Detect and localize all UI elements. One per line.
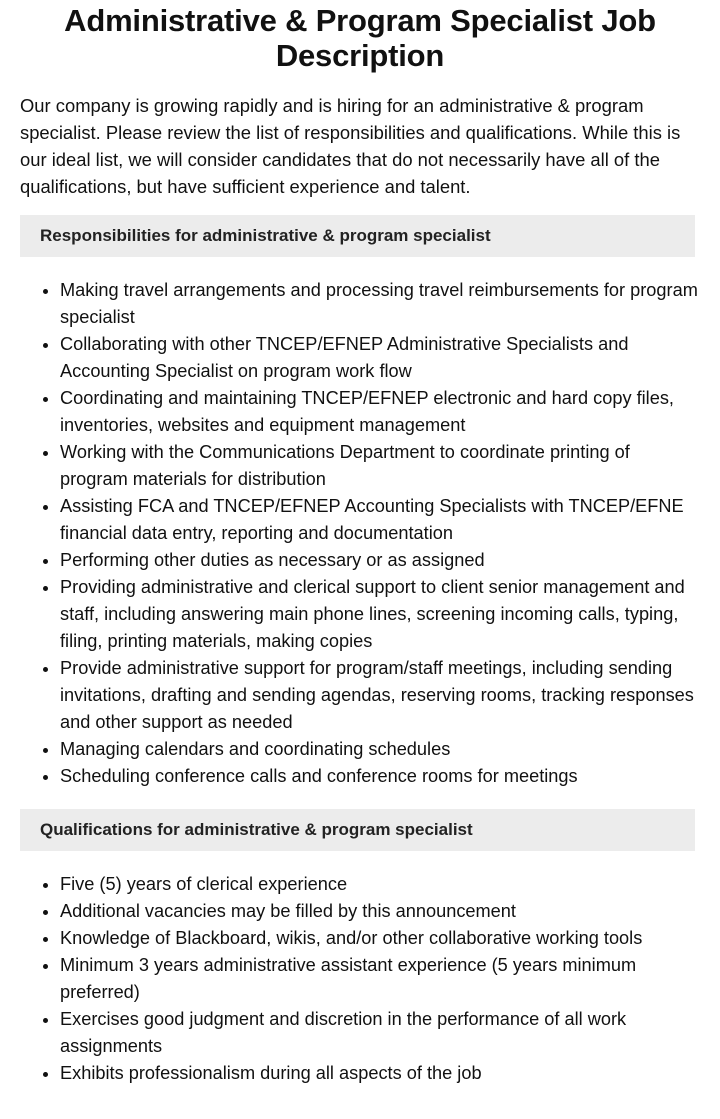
list-item: • Working with the Communications Department to coordinate printing of program materials for distribution — [60, 439, 700, 493]
list-item: • Additional vacancies may be filled by this announcement — [60, 898, 700, 925]
intro-paragraph: Our company is growing rapidly and is hiring for an administrative & program specialist. Please review the list of responsibilities and qualifications. While this is our ideal list, we will consider candidates that do not necessarily have all of the qualifications, but have sufficient experience and talent. — [20, 95, 681, 197]
page-title: Administrative & Program Specialist Job Description — [64, 3, 656, 73]
list-item: • Managing calendars and coordinating schedules — [60, 736, 700, 763]
list-item: • Collaborating with other TNCEP/EFNEP Administrative Specialists and Accounting Specialist on program work flow — [60, 331, 700, 385]
list-item: • Minimum 3 years administrative assistant experience (5 years minimum preferred) — [60, 952, 700, 1006]
list-item: • Scheduling conference calls and conference rooms for meetings — [60, 763, 700, 790]
list-item: • Performing other duties as necessary or as assigned — [60, 547, 700, 574]
list-item: • Coordinating and maintaining TNCEP/EFNEP electronic and hard copy files, inventories, websites and equipment management — [60, 385, 700, 439]
list-item: • Five (5) years of clerical experience — [60, 871, 700, 898]
list-item: • Exhibits professionalism during all aspects of the job — [60, 1060, 700, 1087]
list-item: • Exercises good judgment and discretion in the performance of all work assignments — [60, 1006, 700, 1060]
list-item: • Assisting FCA and TNCEP/EFNEP Accounting Specialists with TNCEP/EFNE financial data entry, reporting and documentation — [60, 493, 700, 547]
qualifications-heading: Qualifications for administrative & program specialist — [20, 809, 695, 851]
responsibilities-list — [0, 277, 700, 790]
list-item: • Knowledge of Blackboard, wikis, and/or other collaborative working tools — [60, 925, 700, 952]
list-item: • Making travel arrangements and processing travel reimbursements for program specialist — [60, 277, 700, 331]
list-item: • Providing administrative and clerical support to client senior management and staff, including answering main phone lines, screening incoming calls, typing, filing, printing materials, making copies — [60, 574, 700, 655]
qualifications-list — [0, 871, 700, 1087]
list-item: • Provide administrative support for program/staff meetings, including sending invitations, drafting and sending agendas, reserving rooms, tracking responses and other support as needed — [60, 655, 700, 736]
responsibilities-heading: Responsibilities for administrative & program specialist — [20, 215, 695, 257]
